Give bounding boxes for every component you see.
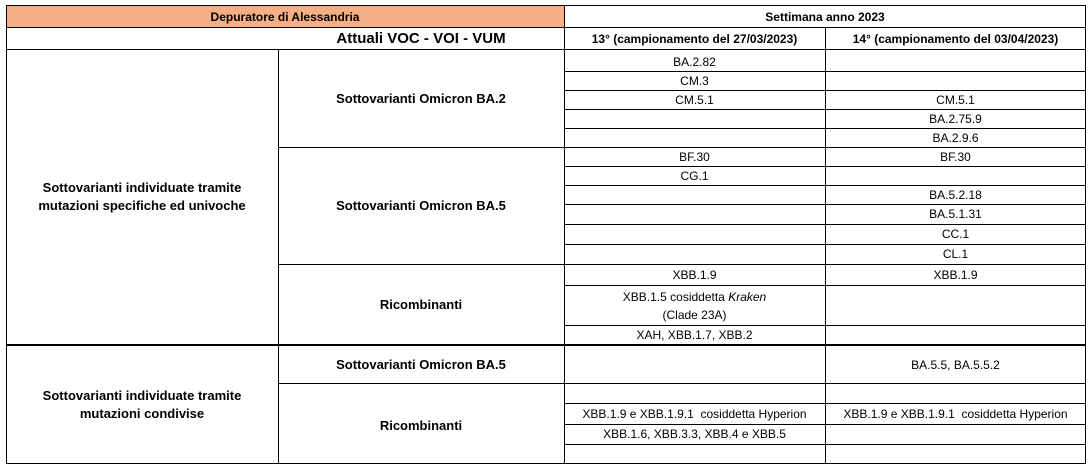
cell-w14: XBB.1.9 e XBB.1.9.1 cosiddetta Hyperion [843,406,1068,421]
cell-w13: XBB.1.9 [672,268,717,282]
kraken-line1 [623,288,766,306]
cell-w13 [564,109,825,128]
site-title: Depuratore di Alessandria [210,9,360,24]
cell-w13: BF.30 [679,149,710,164]
section-specific-label-line1: Sottovarianti individuate tramite [42,180,242,195]
cell-w13 [564,244,825,264]
cell-w13 [564,384,825,403]
cell-w14 [825,71,1086,90]
kraken-name: Kraken [728,289,767,304]
cell-w14: BA.5.5, BA.5.5.2 [911,357,1000,372]
group-recombinants-label: Ricombinanti [379,296,463,312]
section-specific-label-line2: mutazioni specifiche ed univoche [38,198,246,213]
cell-w13 [564,185,825,204]
cell-w14 [825,286,1086,325]
week13-header: 13° (campionamento del 27/03/2023) [591,31,798,46]
cell-w13 [564,346,825,383]
section-shared-label [6,346,278,463]
cell-w13 [564,224,825,244]
kraken-prefix: XBB.1.5 cosiddetta [622,289,729,304]
cell-w13 [564,204,825,224]
cell-w14 [825,325,1086,344]
cell-w13: XBB.1.6, XBB.3.3, XBB.4 e XBB.5 [603,427,786,441]
cell-w14 [825,384,1086,403]
section-specific-label [6,50,278,344]
cell-w14 [825,52,1086,71]
week-title: Settimana anno 2023 [765,9,885,24]
shared-recombinants-label: Ricombinanti [379,417,463,433]
shared-ba5-label: Sottovarianti Omicron BA.5 [336,356,506,372]
cell-w13: CM.3 [680,73,709,88]
cell-w14 [825,444,1086,463]
cell-w14: BA.2.9.6 [932,130,979,145]
cell-w14: CL.1 [942,247,969,261]
cell-w14: BA.2.75.9 [929,111,982,126]
section-shared-label-line2: mutazioni condivise [79,405,205,421]
cell-w13: XAH, XBB.1.7, XBB.2 [636,327,753,342]
week14-header: 14° (campionamento del 03/04/2023) [852,31,1059,46]
kraken-line2: (Clade 23A) [662,307,727,322]
cell-w14: CC.1 [941,227,970,241]
current-variants-label: Attuali VOC - VOI - VUM [336,29,506,47]
section-shared-label-line1: Sottovarianti individuate tramite [42,387,242,403]
cell-w13: BA.2.82 [673,54,716,69]
cell-w14: CM.5.1 [936,92,975,107]
cell-w14: XBB.1.9 [933,268,978,282]
cell-w14 [825,424,1086,444]
border-bottom [6,463,1086,464]
group-ba5-label: Sottovarianti Omicron BA.5 [336,198,506,213]
cell-w13: CM.5.1 [675,92,714,107]
cell-w14: BA.5.1.31 [929,207,982,221]
cell-w14: BF.30 [940,149,971,164]
cell-w13: CG.1 [680,168,709,183]
cell-w13: XBB.1.9 e XBB.1.9.1 cosiddetta Hyperion [582,406,807,421]
cell-w14: BA.5.2.18 [929,187,982,202]
cell-w13 [564,128,825,147]
cell-w14 [825,166,1086,185]
cell-w13 [564,444,825,463]
cell-w13-kraken [564,286,825,325]
group-ba2-label: Sottovarianti Omicron BA.2 [336,90,506,106]
